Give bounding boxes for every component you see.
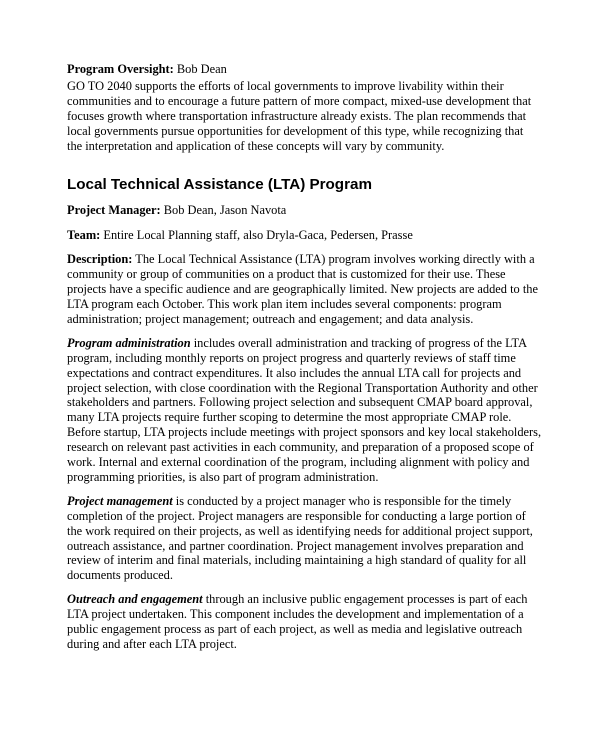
project-management-line: documents produced.	[67, 568, 173, 583]
program-administration-first-line	[67, 336, 547, 351]
project-management-line: the work required on their projects, as well as identifying needs for additional project support,	[67, 523, 533, 538]
intro-line: focuses growth where transportation infrastructure already exists. The plan recommends that	[67, 108, 527, 123]
intro-line: communities and to encourage a future pattern of more compact, mixed-use development that	[67, 93, 532, 108]
description-line: community or group of communities on a product that is customized for their use. These	[67, 267, 506, 282]
program-oversight-line	[67, 62, 547, 77]
project-management-line: completion of the project. Project managers are responsible for conducting a large portion of	[67, 508, 526, 523]
project-management-paragraph	[67, 494, 547, 583]
intro-paragraph	[67, 79, 547, 154]
description-paragraph	[67, 252, 547, 327]
description-line: LTA program each October. This work plan item includes several components: program	[67, 296, 502, 311]
program-administration-line: work. Internal and external coordination of the program, including alignment with policy and	[67, 455, 530, 470]
team-value: Entire Local Planning staff, also Dryla-Gaca, Pedersen, Prasse	[103, 228, 413, 243]
project-manager-value: Bob Dean, Jason Navota	[163, 203, 287, 218]
intro-line: the interpretation and application of these concepts will vary by community.	[67, 138, 445, 153]
program-administration-paragraph	[67, 336, 547, 485]
program-oversight-label: Program Oversight:	[67, 62, 174, 76]
project-manager-label: Project Manager:	[67, 203, 161, 218]
intro-line: local governments pursue opportunities for development of this type, while recognizing that	[67, 123, 524, 138]
program-administration-first-line-text: includes overall administration and tracking of progress of the LTA	[190, 335, 528, 350]
project-management-term: Project management	[67, 493, 173, 508]
program-administration-line: Before startup, LTA projects include meetings with project sponsors and key local stakeholders,	[67, 425, 542, 440]
description-line: projects have a specific audience and are geographically limited. New projects are added to the	[67, 282, 538, 297]
outreach-engagement-term: Outreach and engagement	[67, 592, 203, 607]
outreach-engagement-paragraph	[67, 592, 547, 652]
program-administration-line: program, including monthly reports on project progress and quarterly reviews of staff time	[67, 350, 516, 365]
project-management-line: outreach assistance, and partner coordination. Project management involves preparation and	[67, 538, 524, 553]
description-line: administration; project management; outreach and engagement; and data analysis.	[67, 311, 474, 326]
section-title: Local Technical Assistance (LTA) Program	[67, 176, 372, 194]
program-administration-line: research on relevant past activities in each community, and preparation of a proposed scope of	[67, 440, 534, 455]
project-management-first-line-text: is conducted by a project manager who is responsible for the timely	[172, 493, 512, 508]
team-label: Team:	[67, 228, 101, 243]
program-oversight-value: Bob Dean	[176, 62, 227, 76]
project-manager-line	[67, 203, 547, 218]
program-administration-line: project selection, with close coordination with the Regional Transportation Authority and other	[67, 380, 538, 395]
outreach-engagement-first-line	[67, 592, 547, 607]
outreach-engagement-line: LTA project undertaken. This component includes the development and implementation of a	[67, 607, 524, 622]
outreach-engagement-line: public engagement process as part of each project, as well as media and legislative outreach	[67, 622, 523, 637]
page-content	[67, 62, 547, 652]
outreach-engagement-first-line-text: through an inclusive public engagement processes is part of each	[202, 592, 528, 607]
program-administration-line: stakeholders and partners. Following project selection and subsequent CMAP board approval,	[67, 395, 533, 410]
project-management-first-line	[67, 494, 547, 509]
program-administration-term: Program administration	[67, 335, 191, 350]
description-label: Description:	[67, 252, 133, 267]
outreach-engagement-line: during and after each LTA project.	[67, 637, 237, 651]
project-management-line: review of interim and final materials, including maintaining a high standard of quality for all	[67, 553, 527, 568]
description-first-line	[67, 252, 547, 267]
description-first-line-text: The Local Technical Assistance (LTA) program involves working directly with a	[135, 252, 535, 267]
team-line	[67, 228, 547, 243]
program-administration-line: expectations and contract expenditures. It also includes the annual LTA call for projects and	[67, 365, 522, 380]
program-administration-line: many LTA projects require further scoping to determine the most appropriate CMAP role.	[67, 410, 512, 425]
program-administration-line: programming priorities, is also part of program administration.	[67, 469, 379, 484]
intro-line: GO TO 2040 supports the efforts of local governments to improve livability within their	[67, 78, 504, 93]
